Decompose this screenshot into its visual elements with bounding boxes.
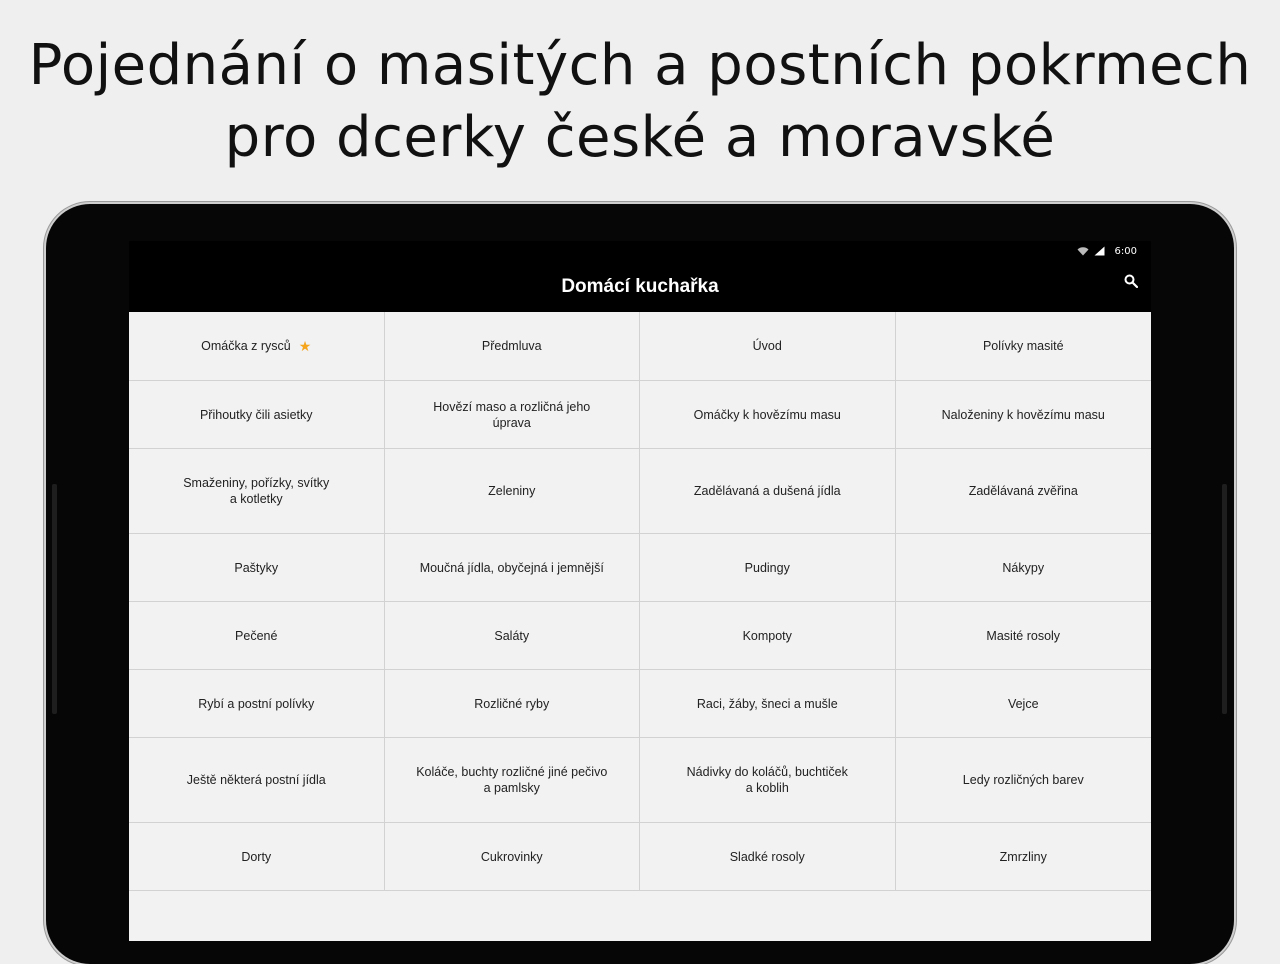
chapter-cell[interactable] bbox=[896, 738, 1152, 823]
chapter-cell[interactable] bbox=[896, 670, 1152, 738]
chapter-label: Zeleniny bbox=[488, 484, 536, 498]
chapter-cell[interactable] bbox=[129, 602, 385, 670]
chapter-label: Pečené bbox=[235, 628, 278, 643]
chapter-label: Zadělávaná zvěřina bbox=[968, 484, 1078, 498]
chapter-label: Omáčka z rysců bbox=[201, 339, 291, 353]
chapter-cell[interactable] bbox=[385, 602, 641, 670]
chapter-label: Cukrovinky bbox=[480, 849, 543, 864]
chapter-cell[interactable] bbox=[385, 534, 641, 602]
chapter-label: Pudingy bbox=[744, 560, 790, 575]
chapter-cell[interactable] bbox=[896, 534, 1152, 602]
chapter-label: Hovězí maso a rozličná jeho úprava bbox=[433, 399, 591, 430]
chapter-cell[interactable] bbox=[385, 381, 641, 449]
chapter-label: Úvod bbox=[752, 339, 782, 353]
chapter-cell[interactable] bbox=[385, 449, 641, 534]
chapter-cell[interactable] bbox=[385, 670, 641, 738]
status-bar bbox=[129, 241, 1151, 261]
chapter-label: Kompoty bbox=[742, 628, 792, 643]
chapter-label: Nákypy bbox=[1002, 560, 1045, 575]
chapter-cell[interactable] bbox=[640, 312, 896, 381]
chapter-cell[interactable] bbox=[640, 670, 896, 738]
chapter-cell[interactable] bbox=[129, 381, 385, 449]
chapter-label: Naloženiny k hovězímu masu bbox=[941, 407, 1105, 422]
chapter-cell[interactable] bbox=[129, 312, 385, 381]
status-time: 6:00 bbox=[1114, 245, 1137, 257]
chapter-grid bbox=[129, 312, 1151, 891]
chapter-cell[interactable] bbox=[129, 670, 385, 738]
chapter-label: Masité rosoly bbox=[986, 628, 1061, 643]
promo-headline bbox=[0, 30, 1280, 174]
chapter-label: Smaženiny, pořízky, svítky a kotletky bbox=[183, 476, 330, 506]
chapter-label: Koláče, buchty rozličné jiné pečivo a pamlsky bbox=[416, 765, 608, 795]
chapter-label: Vejce bbox=[1007, 696, 1039, 711]
chapter-cell[interactable] bbox=[129, 534, 385, 602]
search-icon bbox=[1124, 274, 1138, 288]
chapter-label: Předmluva bbox=[481, 339, 542, 353]
chapter-cell[interactable] bbox=[385, 312, 641, 381]
chapter-label: Saláty bbox=[494, 628, 530, 643]
wifi-icon bbox=[1077, 247, 1089, 256]
chapter-label: Přihoutky čili asietky bbox=[199, 407, 313, 422]
star-icon: ★ bbox=[298, 338, 312, 354]
chapter-cell[interactable] bbox=[896, 381, 1152, 449]
chapter-cell[interactable] bbox=[129, 449, 385, 534]
chapter-label: Ledy rozličných barev bbox=[962, 773, 1084, 787]
chapter-label: Moučná jídla, obyčejná i jemnější bbox=[419, 560, 604, 575]
app-screen bbox=[129, 241, 1151, 941]
chapter-cell[interactable] bbox=[129, 738, 385, 823]
chapter-cell[interactable] bbox=[385, 738, 641, 823]
chapter-cell[interactable] bbox=[896, 312, 1152, 381]
chapter-label: Polívky masité bbox=[982, 339, 1064, 353]
chapter-label: Ještě některá postní jídla bbox=[186, 773, 326, 787]
headline-line-2: pro dcerky české a moravské bbox=[224, 105, 1056, 170]
tablet-side-button-right bbox=[1222, 484, 1227, 714]
chapter-label: Dorty bbox=[241, 849, 272, 864]
chapter-cell[interactable] bbox=[640, 602, 896, 670]
chapter-cell[interactable] bbox=[385, 823, 641, 891]
chapter-cell[interactable] bbox=[896, 602, 1152, 670]
chapter-cell[interactable] bbox=[640, 449, 896, 534]
headline-line-1: Pojednání o masitých a postních pokrmech bbox=[28, 33, 1252, 98]
chapter-label: Zadělávaná a dušená jídla bbox=[693, 484, 841, 498]
chapter-label: Omáčky k hovězímu masu bbox=[693, 407, 841, 422]
chapter-label: Zmrzliny bbox=[999, 849, 1047, 864]
chapter-cell[interactable] bbox=[640, 381, 896, 449]
chapter-label: Paštyky bbox=[234, 560, 279, 575]
app-title: Domácí kuchařka bbox=[561, 275, 719, 297]
signal-icon bbox=[1094, 246, 1105, 256]
chapter-cell[interactable] bbox=[640, 823, 896, 891]
chapter-cell[interactable] bbox=[896, 449, 1152, 534]
chapter-cell[interactable] bbox=[640, 534, 896, 602]
chapter-cell[interactable] bbox=[640, 738, 896, 823]
chapter-label: Rozličné ryby bbox=[474, 696, 550, 711]
chapter-cell[interactable] bbox=[896, 823, 1152, 891]
chapter-cell[interactable] bbox=[129, 823, 385, 891]
status-icons bbox=[1077, 246, 1105, 256]
app-toolbar bbox=[129, 261, 1151, 312]
chapter-label: Sladké rosoly bbox=[729, 849, 805, 864]
chapter-label: Rybí a postní polívky bbox=[198, 696, 315, 711]
chapter-label: Nádivky do koláčů, buchtiček a koblih bbox=[686, 765, 848, 795]
chapter-label: Raci, žáby, šneci a mušle bbox=[696, 696, 838, 711]
tablet-side-button-left bbox=[52, 484, 57, 714]
search-button[interactable] bbox=[1117, 267, 1145, 295]
